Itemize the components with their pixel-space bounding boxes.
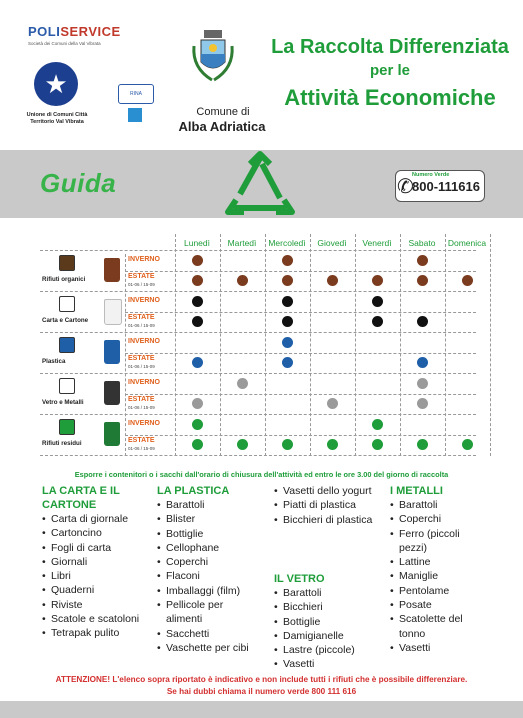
day-header: Lunedì: [184, 238, 210, 248]
list-item: • Maniglie: [390, 569, 490, 583]
grid-vline: [220, 234, 221, 456]
collection-dot: [282, 255, 293, 266]
collection-dot: [237, 378, 248, 389]
winter-label: INVERNO: [128, 256, 160, 263]
list-item: • Blister: [157, 512, 257, 526]
list-item: • Barattoli: [157, 498, 257, 512]
collection-dot: [237, 275, 248, 286]
grid-hline: [40, 373, 476, 374]
list-item: • Sacchetti: [157, 627, 257, 641]
list-item: • Quaderni: [42, 583, 152, 597]
collection-dot: [417, 378, 428, 389]
list-item: • Damigianelle: [274, 629, 374, 643]
town-name: Alba Adriatica: [178, 119, 266, 134]
list-vetro-items: [274, 586, 374, 672]
collection-dot: [282, 316, 293, 327]
category-symbol-icon: [59, 419, 75, 435]
list-metalli-items: [390, 498, 490, 655]
collection-dot: [282, 337, 293, 348]
summer-label: ESTATE: [128, 272, 155, 280]
list-plastica-title: LA PLASTICA: [157, 485, 230, 497]
list-vetro-title: IL VETRO: [274, 573, 325, 585]
waste-bin-icon: [104, 258, 120, 282]
grid-hline: [125, 435, 476, 436]
waste-bin-icon: [104, 422, 120, 446]
warning-text-1: ATTENZIONE! L'elenco sopra riportato è indicativo e non include tutti i rifiuti che è possibile differenziare.: [55, 675, 468, 684]
town-crest-icon: [188, 28, 238, 92]
waste-bin-icon: [104, 299, 122, 325]
list-item: • Giornali: [42, 555, 152, 569]
list-item: • Barattoli: [274, 586, 374, 600]
grid-vline: [125, 254, 126, 456]
unione-comuni-label: Unione di Comuni Città Territorio Val Vibrata: [26, 112, 88, 125]
category-label: Vetro e Metalli: [42, 399, 84, 406]
list-carta-items: [42, 512, 152, 641]
list-metalli: [390, 484, 490, 655]
list-item: • Barattoli: [390, 498, 490, 512]
day-header: Domenica: [447, 238, 487, 248]
summer-dates: 01-06 / 15-09: [128, 363, 155, 369]
category-symbol-icon: [59, 255, 75, 271]
summer-dates: 01-06 / 15-09: [128, 322, 155, 328]
category-symbol-icon: [59, 337, 75, 353]
grid-vline: [490, 234, 491, 456]
list-item: • Scatole e scatoloni: [42, 612, 152, 626]
poliservice-logo: [28, 24, 120, 46]
list-carta-title-2: CARTONE: [42, 499, 97, 511]
category-symbol-icon: [59, 296, 75, 312]
list-plastica-more-items: [274, 484, 374, 527]
list-item: • Piatti di plastica: [274, 498, 374, 512]
winter-label: INVERNO: [128, 297, 160, 304]
list-item: • Bicchieri di plastica: [274, 513, 374, 527]
list-plastica: [157, 484, 257, 655]
summer-label: ESTATE: [128, 395, 155, 403]
list-item: • Lattine: [390, 555, 490, 569]
winter-label: INVERNO: [128, 379, 160, 386]
list-item: • Imballaggi (film): [157, 584, 257, 598]
collection-dot: [282, 439, 293, 450]
category-label: Rifiuti organici: [42, 276, 86, 283]
list-item: • Bicchieri: [274, 600, 374, 614]
grid-vline: [445, 234, 446, 456]
certification-mark-icon: [128, 108, 142, 122]
grid-hline: [40, 414, 476, 415]
category-label: Carta e Cartone: [42, 317, 89, 324]
day-header: Venerdì: [362, 238, 392, 248]
grid-hline: [125, 312, 476, 313]
poli-subtitle: Società dei Comuni della Val Vibrata: [28, 41, 101, 46]
collection-dot: [417, 316, 428, 327]
collection-dot: [282, 275, 293, 286]
list-item: • Cartoncino: [42, 526, 152, 540]
list-plastica-more: [274, 484, 374, 527]
collection-dot: [417, 357, 428, 368]
waste-bin-icon: [104, 381, 120, 405]
summer-dates: 01-06 / 15-09: [128, 445, 155, 451]
summer-label: ESTATE: [128, 354, 155, 362]
list-item: • Vaschette per cibi: [157, 641, 257, 655]
grid-vline: [265, 234, 266, 456]
list-item: • Carta di giornale: [42, 512, 152, 526]
grid-hline: [40, 250, 476, 251]
collection-dot: [462, 439, 473, 450]
day-header: Martedì: [227, 238, 257, 248]
collection-dot: [192, 255, 203, 266]
collection-dot: [192, 316, 203, 327]
summer-label: ESTATE: [128, 313, 155, 321]
title-line-2: per le: [369, 62, 411, 79]
winter-label: INVERNO: [128, 420, 160, 427]
grid-vline: [175, 234, 176, 456]
certification-badge: RINA: [118, 84, 154, 104]
warning-text-2: Se hai dubbi chiama il numero verde 800 111 616: [166, 687, 357, 696]
toll-free-label: Numero Verde: [412, 172, 450, 178]
list-item: • Posate: [390, 598, 490, 612]
exposure-note: Esporre i contenitori o i sacchi dall'orario di chiusura dell'attività ed entro le ore 3.00 del giorno di raccolta: [74, 470, 449, 479]
list-item: • Vasetti: [274, 657, 374, 671]
category-symbol-icon: [59, 378, 75, 394]
collection-dot: [237, 439, 248, 450]
collection-dot: [192, 419, 203, 430]
star-emblem-icon: ★: [34, 62, 78, 106]
collection-dot: [372, 316, 383, 327]
grid-hline: [40, 332, 476, 333]
list-item: • Coperchi: [390, 512, 490, 526]
list-item: • Pellicole per alimenti: [157, 598, 257, 627]
collection-dot: [192, 275, 203, 286]
list-item: • Bottiglie: [274, 615, 374, 629]
collection-dot: [417, 439, 428, 450]
list-item: • Vasetti dello yogurt: [274, 484, 374, 498]
list-item: • Bottiglie: [157, 527, 257, 541]
collection-dot: [192, 296, 203, 307]
collection-dot: [282, 296, 293, 307]
poli-logo-text-a: POLI: [28, 24, 61, 39]
list-item: • Ferro (piccoli pezzi): [390, 527, 490, 556]
list-item: • Fogli di carta: [42, 541, 152, 555]
collection-dot: [372, 296, 383, 307]
day-header: Mercoledì: [268, 238, 306, 248]
collection-dot: [327, 398, 338, 409]
page-title: [270, 34, 510, 114]
list-carta-title-1: LA CARTA E IL: [42, 485, 120, 497]
grid-hline: [125, 394, 476, 395]
collection-dot: [192, 357, 203, 368]
collection-dot: [372, 275, 383, 286]
phone-icon: ✆: [397, 176, 414, 198]
list-item: • Pentolame: [390, 584, 490, 598]
collection-dot: [192, 398, 203, 409]
summer-label: ESTATE: [128, 436, 155, 444]
list-plastica-items: [157, 498, 257, 655]
footer-bar: [0, 701, 523, 718]
collection-dot: [462, 275, 473, 286]
collection-dot: [282, 357, 293, 368]
list-item: • Tetrapak pulito: [42, 626, 152, 640]
category-label: Rifiuti residui: [42, 440, 82, 447]
list-metalli-title: I METALLI: [390, 485, 443, 497]
collection-dot: [417, 398, 428, 409]
list-item: • Lastre (piccole): [274, 643, 374, 657]
collection-dot: [417, 255, 428, 266]
grid-hline: [125, 271, 476, 272]
guide-label: Guida: [40, 168, 117, 198]
list-item: • Vasetti: [390, 641, 490, 655]
collection-dot: [192, 439, 203, 450]
collection-dot: [327, 275, 338, 286]
waste-bin-icon: [104, 340, 120, 364]
poli-logo-text-b: SERVICE: [60, 24, 121, 39]
list-carta: [42, 484, 152, 641]
day-header: Sabato: [408, 238, 436, 248]
grid-vline: [400, 234, 401, 456]
list-item: • Coperchi: [157, 555, 257, 569]
title-line-3: Attività Economiche: [284, 85, 496, 110]
list-item: • Flaconi: [157, 569, 257, 583]
list-item: • Libri: [42, 569, 152, 583]
grid-hline: [40, 455, 476, 456]
day-header: Giovedì: [317, 238, 347, 248]
toll-free-number: 800-111616: [412, 179, 480, 194]
grid-hline: [125, 353, 476, 354]
summer-dates: 01-06 / 15-09: [128, 281, 155, 287]
summer-dates: 01-06 / 15-09: [128, 404, 155, 410]
collection-dot: [417, 275, 428, 286]
grid-vline: [355, 234, 356, 456]
collection-dot: [372, 419, 383, 430]
comune-di-label: Comune di: [196, 106, 250, 118]
grid-hline: [40, 291, 476, 292]
list-vetro: [274, 572, 374, 672]
list-item: • Riviste: [42, 598, 152, 612]
recycle-icon: [220, 150, 300, 218]
winter-label: INVERNO: [128, 338, 160, 345]
collection-dot: [327, 439, 338, 450]
grid-vline: [310, 234, 311, 456]
list-item: • Cellophane: [157, 541, 257, 555]
collection-dot: [372, 439, 383, 450]
list-item: • Scatolette del tonno: [390, 612, 490, 641]
category-label: Plastica: [42, 358, 66, 365]
title-line-1: La Raccolta Differenziata: [271, 36, 509, 58]
